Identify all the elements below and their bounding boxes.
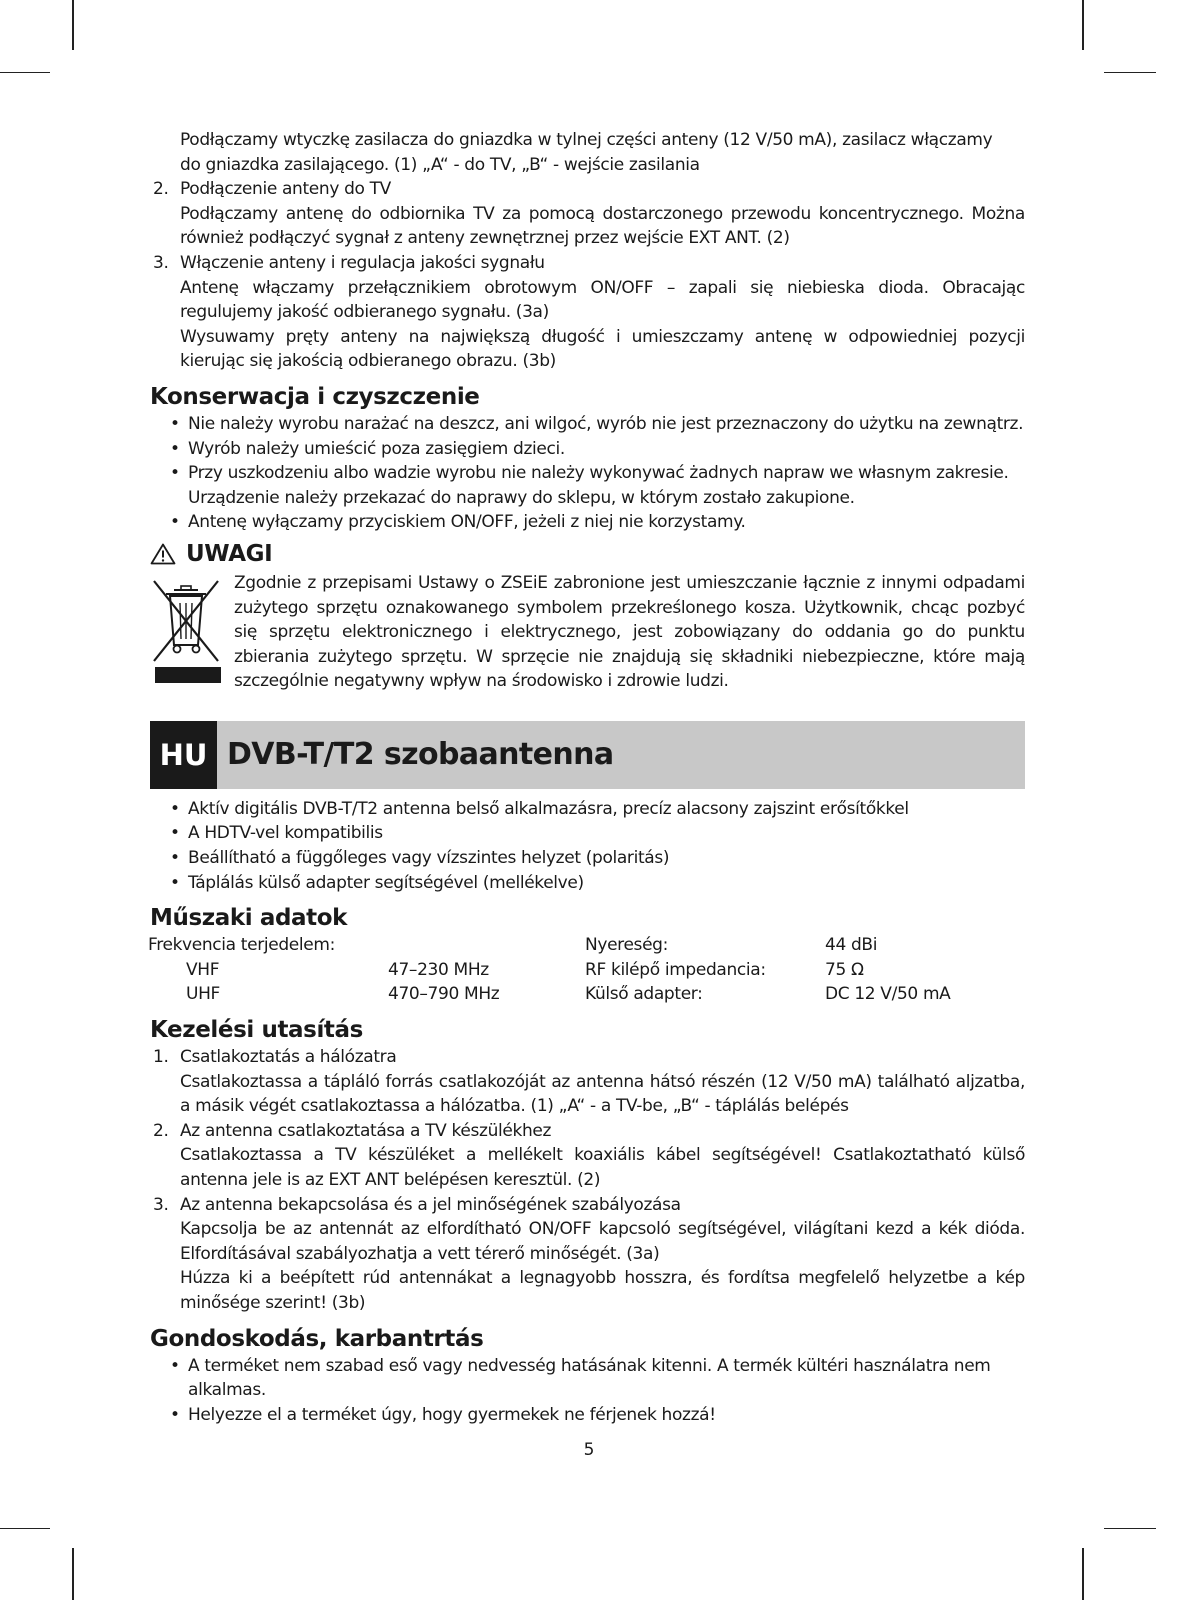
step-title: Az antenna bekapcsolása és a jel minőségének szabályozása bbox=[180, 1194, 681, 1215]
list-item: • Przy uszkodzeniu albo wadzie wyrobu nie należy wykonywać żadnych napraw we własnym zakresie. Urządzenie należy przekazać do naprawy do sklepu, w którym zostało zakupione. bbox=[150, 461, 1025, 510]
table-row bbox=[148, 933, 1023, 958]
hu-section-banner bbox=[150, 721, 1025, 789]
crop-mark bbox=[1104, 72, 1156, 73]
hu-step-3 bbox=[150, 1193, 1025, 1316]
step-text: Kapcsolja be az antennát az elfordítható ON/OFF kapcsoló segítségével, világítani kezd a kék dióda. Elfordításával szabályozhatja a vett térerő minőségét. (3a) bbox=[180, 1219, 1025, 1264]
warning-body bbox=[150, 571, 1025, 694]
pl-step-3 bbox=[150, 251, 1025, 374]
list-item: • Helyezze el a terméket úgy, hogy gyermekek ne férjenek hozzá! bbox=[150, 1403, 1025, 1428]
step-text: Podłączamy antenę do odbiornika TV za pomocą dostarczonego przewodu koncentrycznego. Można również podłączyć sygnał z anteny zewnętrznej przez wejście EXT ANT. (2) bbox=[180, 203, 1025, 249]
spec-value: 75 Ω bbox=[825, 959, 864, 980]
list-item: • Beállítható a függőleges vagy vízszintes helyzet (polaritás) bbox=[150, 846, 1025, 871]
spec-value: 44 dBi bbox=[825, 935, 878, 956]
weee-bar bbox=[155, 667, 221, 683]
crossed-bin-icon bbox=[150, 577, 222, 669]
crop-mark bbox=[0, 72, 50, 73]
hu-feature-list bbox=[150, 797, 1025, 895]
list-item: • Táplálás külső adapter segítségével (mellékelve) bbox=[150, 871, 1025, 896]
spec-label: UHF bbox=[186, 984, 220, 1005]
step-title: Csatlakoztatás a hálózatra bbox=[180, 1047, 397, 1068]
list-item: • Nie należy wyrobu narażać na deszcz, ani wilgoć, wyrób nie jest przeznaczony do użytku na zewnątrz. bbox=[150, 412, 1025, 437]
section-heading: Műszaki adatok bbox=[150, 905, 348, 932]
weee-symbol bbox=[150, 571, 220, 689]
step-number: 3. bbox=[153, 252, 169, 273]
pl-care-list bbox=[150, 412, 1025, 535]
section-heading: Kezelési utasítás bbox=[150, 1017, 363, 1044]
spec-table bbox=[148, 933, 1023, 1007]
step-text: Húzza ki a beépített rúd antennákat a legnagyobb hosszra, és fordítsa megfelelő helyzetbe a kép minősége szerint! (3b) bbox=[180, 1268, 1025, 1313]
list-item: • A HDTV-vel kompatibilis bbox=[150, 821, 1025, 846]
step-title: Włączenie anteny i regulacja jakości sygnału bbox=[180, 252, 545, 273]
list-item: • Antenę wyłączamy przyciskiem ON/OFF, jeżeli z niej nie korzystamy. bbox=[150, 510, 1025, 535]
spec-value: 470–790 MHz bbox=[388, 984, 500, 1005]
crop-mark bbox=[1082, 1548, 1084, 1600]
warning-triangle-icon bbox=[150, 543, 176, 565]
step-text: Csatlakoztassa a TV készüléket a mellékelt koaxiális kábel segítségével! Csatlakoztatható külső antenna jele is az EXT ANT belépésen keresztül. (2) bbox=[180, 1145, 1025, 1190]
spec-label: RF kilépő impedancia: bbox=[585, 959, 766, 980]
step-text: Wysuwamy pręty anteny na największą długość i umieszczamy antenę w odpowiedniej pozycji kierując się jakością odbieranego obrazu. (3b) bbox=[180, 326, 1025, 372]
page-number: 5 bbox=[583, 1440, 595, 1460]
crop-mark bbox=[1082, 0, 1084, 50]
crop-mark bbox=[72, 0, 74, 50]
spec-value: DC 12 V/50 mA bbox=[825, 984, 951, 1005]
step-number: 2. bbox=[153, 179, 169, 200]
step-number: 3. bbox=[153, 1194, 169, 1215]
hu-step-1 bbox=[150, 1045, 1025, 1119]
hu-care-list bbox=[150, 1354, 1025, 1428]
spec-label: VHF bbox=[186, 959, 220, 980]
power-connection-paragraph bbox=[150, 128, 1025, 177]
step-text: Antenę włączamy przełącznikiem obrotowym ON/OFF – zapali się niebieska dioda. Obracając regulujemy jakość odbieranego sygnału. (3a) bbox=[180, 277, 1025, 323]
crop-mark bbox=[0, 1528, 50, 1529]
section-heading: Gondoskodás, karbantrtás bbox=[150, 1325, 484, 1352]
list-item: • Wyrób należy umieścić poza zasięgiem dzieci. bbox=[150, 437, 1025, 462]
step-title: Az antenna csatlakoztatása a TV készülékhez bbox=[180, 1120, 552, 1141]
hu-section-title: DVB-T/T2 szobaantenna bbox=[227, 736, 614, 772]
page-content bbox=[150, 128, 1025, 1427]
step-number: 1. bbox=[153, 1047, 169, 1068]
warning-header bbox=[150, 539, 1025, 569]
hu-step-2 bbox=[150, 1119, 1025, 1193]
crop-mark bbox=[72, 1548, 74, 1600]
warning-text: Zgodnie z przepisami Ustawy o ZSEiE zabronione jest umieszczanie łącznie z innymi odpadami zużytego sprzętu oznakowanego symbolem przekreślonego kosza. Użytkownik, chcąc pozbyć się sprzętu elektronicznego i elektrycznego, jest zobowiązany do oddania go do punktu zbierania zużytego sprzętu. W sprzęcie nie znajdują się składniki niebezpieczne, które mają szczególnie negatywny wpływ na środowisko i zdrowie ludzi. bbox=[234, 572, 1025, 692]
spec-label: Külső adapter: bbox=[585, 984, 703, 1005]
paragraph-line: Podłączamy wtyczkę zasilacza do gniazdka w tylnej części anteny (12 V/50 mA), zasilacz włączamy bbox=[180, 130, 993, 150]
warning-heading: UWAGI bbox=[186, 540, 273, 567]
crop-mark bbox=[1104, 1528, 1156, 1529]
language-tag: HU bbox=[150, 721, 217, 789]
step-title: Podłączenie anteny do TV bbox=[180, 179, 391, 200]
table-row bbox=[148, 958, 1023, 983]
pl-step-2 bbox=[150, 177, 1025, 251]
step-text: Csatlakoztassa a tápláló forrás csatlakozóját az antenna hátsó részén (12 V/50 mA) található aljzatba, a másik végét csatlakoztassa a hálózatba. (1) „A“ - a TV-be, „B“ - táplálás belépés bbox=[180, 1071, 1025, 1117]
table-row bbox=[148, 982, 1023, 1007]
spec-value: 47–230 MHz bbox=[388, 959, 489, 980]
spec-label: Nyereség: bbox=[585, 935, 668, 956]
step-number: 2. bbox=[153, 1120, 169, 1141]
spec-label: Frekvencia terjedelem: bbox=[148, 935, 335, 956]
list-item: • Aktív digitális DVB-T/T2 antenna belső alkalmazásra, precíz alacsony zajszint erősítőkkel bbox=[150, 797, 1025, 822]
paragraph-line: do gniazdka zasilającego. (1) „A“ - do TV, „B“ - wejście zasilania bbox=[180, 154, 700, 175]
section-heading: Konserwacja i czyszczenie bbox=[150, 383, 480, 410]
list-item: • A terméket nem szabad eső vagy nedvesség hatásának kitenni. A termék kültéri használatra nem alkalmas. bbox=[150, 1354, 1025, 1403]
